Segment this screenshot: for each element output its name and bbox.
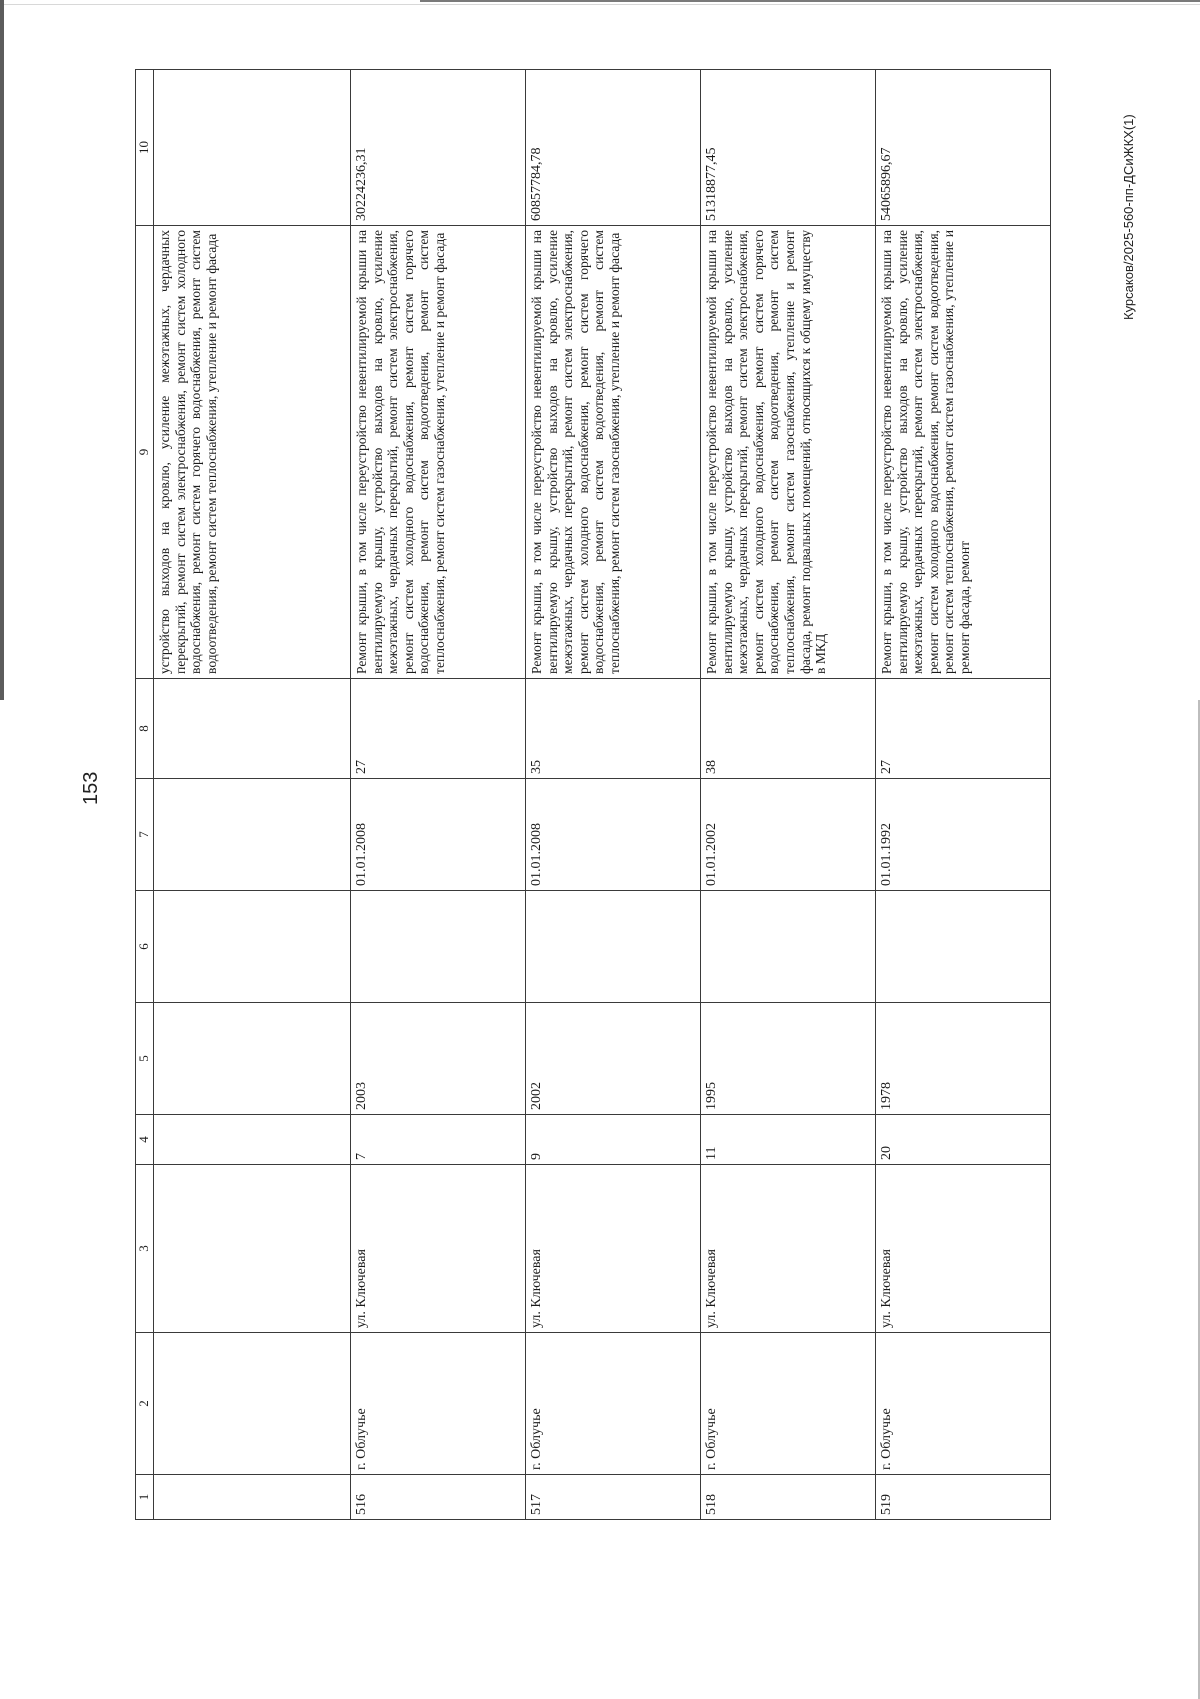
count-cell: 35 [526,679,701,779]
row-number: 519 [876,1475,1051,1520]
col6-cell [876,891,1051,1003]
header-cell: 5 [136,1003,154,1115]
date-cell: 01.01.2008 [351,779,526,891]
col6-cell [526,891,701,1003]
house-cell: 20 [876,1115,1051,1165]
scan-edge-left [0,0,4,700]
scan-edge-top [420,0,1200,2]
table-row [526,70,701,1520]
col6-cell [701,891,876,1003]
year-cell: 1995 [701,1003,876,1115]
scan-edge-line [0,4,1200,5]
city-cell: г. Облучье [876,1333,1051,1475]
header-cell: 1 [136,1475,154,1520]
count-cell: 27 [876,679,1051,779]
house-cell: 7 [351,1115,526,1165]
row-number: 518 [701,1475,876,1520]
city-cell: г. Облучье [701,1333,876,1475]
cost-cell: 54065896,67 [876,70,1051,226]
col6-cell [351,891,526,1003]
table-row [351,70,526,1520]
work-description: Ремонт крыши, в том числе переустройство невентилируемой крыши на вентилируемую крышу, устройство выходов на кровлю, усиление межэтажных, чердачных перекрытий, ремонт систем электроснабжения, ремонт систем холодного водоснабжения, ремонт систем горячего водоснабжения, ремонт систем водоотведения, ремонт систем теплоснабжения, ремонт систем газоснабжения, утепление и ремонт фасада [526,226,701,679]
row-number: 516 [351,1475,526,1520]
cost-cell: 60857784,78 [526,70,701,226]
row-number: 517 [526,1475,701,1520]
header-cell: 2 [136,1333,154,1475]
register-table-frame [135,70,1015,1520]
header-cell: 6 [136,891,154,1003]
count-cell: 38 [701,679,876,779]
header-cell: 9 [136,226,154,679]
year-cell: 1978 [876,1003,1051,1115]
continuation-row [154,70,351,1520]
work-description: Ремонт крыши, в том числе переустройство невентилируемой крыши на вентилируемую крышу, устройство выходов на кровлю, усиление межэтажных, чердачных перекрытий, ремонт систем электроснабжения, ремонт систем холодного водоснабжения, ремонт систем горячего водоснабжения, ремонт систем водоотведения, ремонт систем теплоснабжения, ремонт систем газоснабжения, утепление и ремонт фасада, ремонт подвальных помещений, относящихся к общему имуществу в МКД [701,226,876,679]
date-cell: 01.01.2002 [701,779,876,891]
page-number: 153 [80,771,102,805]
date-cell: 01.01.2008 [526,779,701,891]
table-row [701,70,876,1520]
header-cell: 4 [136,1115,154,1165]
house-cell: 9 [526,1115,701,1165]
year-cell: 2003 [351,1003,526,1115]
document-code: Курсаков/2025-560-пп-ДСиЖКХ(1) [1121,114,1136,320]
house-cell: 11 [701,1115,876,1165]
header-cell: 7 [136,779,154,891]
work-description: Ремонт крыши, в том числе переустройство невентилируемой крыши на вентилируемую крышу, устройство выходов на кровлю, усиление межэтажных, чердачных перекрытий, ремонт систем электроснабжения, ремонт систем холодного водоснабжения, ремонт систем горячего водоснабжения, ремонт систем водоотведения, ремонт систем теплоснабжения, ремонт систем газоснабжения, утепление и ремонт фасада [351,226,526,679]
cost-cell: 51318877,45 [701,70,876,226]
street-cell: ул. Ключевая [876,1165,1051,1333]
street-cell: ул. Ключевая [701,1165,876,1333]
table-row [876,70,1051,1520]
header-cell: 8 [136,679,154,779]
register-table [135,69,1051,1520]
work-description: Ремонт крыши, в том числе переустройство невентилируемой крыши на вентилируемую крышу, устройство выходов на кровлю, усиление межэтажных, чердачных перекрытий, ремонт систем электроснабжения, ремонт систем холодного водоснабжения, ремонт систем водоотведения, ремонт систем теплоснабжения, ремонт систем газоснабжения, утепление и ремонт фасада, ремонт [876,226,1051,679]
header-cell: 3 [136,1165,154,1333]
city-cell: г. Облучье [526,1333,701,1475]
year-cell: 2002 [526,1003,701,1115]
city-cell: г. Облучье [351,1333,526,1475]
cost-cell: 30224236,31 [351,70,526,226]
street-cell: ул. Ключевая [526,1165,701,1333]
header-cell: 10 [136,70,154,226]
work-description: устройство выходов на кровлю, усиление межэтажных, чердачных перекрытий, ремонт систем электроснабжения, ремонт систем холодного водоснабжения, ремонт систем горячего водоснабжения, ремонт систем водоотведения, ремонт систем теплоснабжения, утепление и ремонт фасада [154,226,351,679]
count-cell: 27 [351,679,526,779]
date-cell: 01.01.1992 [876,779,1051,891]
header-row [136,70,154,1520]
street-cell: ул. Ключевая [351,1165,526,1333]
